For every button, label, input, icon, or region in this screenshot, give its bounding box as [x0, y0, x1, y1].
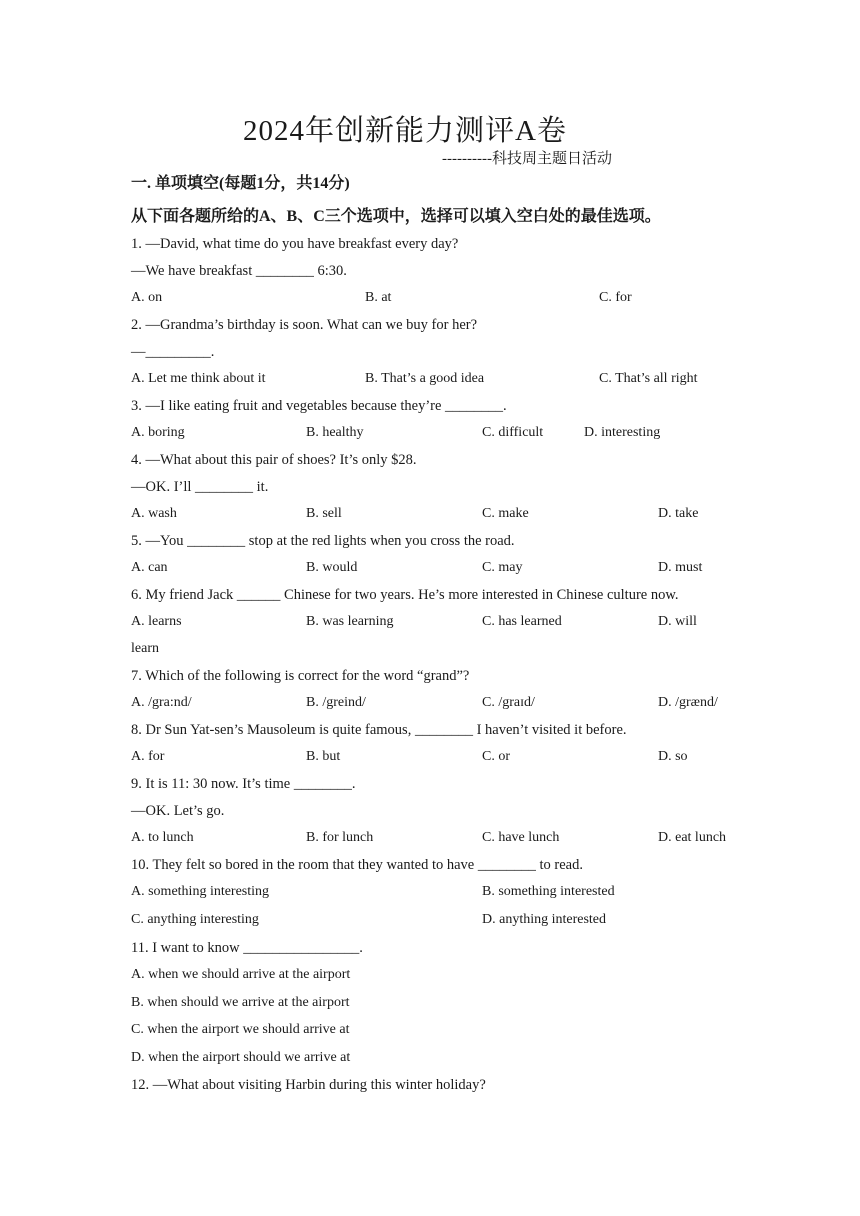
question-6-option-d-wrap: learn [131, 641, 159, 656]
question-5-option-c: C. may [482, 560, 523, 575]
question-6-option-d: D. will [658, 614, 697, 629]
question-4-option-d: D. take [658, 506, 699, 521]
question-8-option-a: A. for [131, 749, 165, 764]
question-11-line-1: 11. I want to know ________________. [131, 940, 363, 956]
question-11-option-b: B. when should we arrive at the airport [131, 995, 350, 1010]
exam-title: 2024年创新能力测评A卷 [243, 115, 567, 147]
question-10-option-c: C. anything interesting [131, 912, 259, 927]
question-7-line-1: 7. Which of the following is correct for the word “grand”? [131, 668, 470, 684]
question-3-option-b: B. healthy [306, 425, 364, 440]
question-1-option-c: C. for [599, 290, 632, 305]
question-3-option-a: A. boring [131, 425, 185, 440]
question-6-line-1: 6. My friend Jack ______ Chinese for two years. He’s more interested in Chinese culture now. [131, 587, 679, 603]
question-9-option-a: A. to lunch [131, 830, 194, 845]
question-4-line-2: —OK. I’ll ________ it. [131, 479, 269, 495]
question-6-option-a: A. learns [131, 614, 182, 629]
question-6-option-c: C. has learned [482, 614, 562, 629]
section-instruction: 从下面各题所给的A、B、C三个选项中，选择可以填入空白处的最佳选项。 [131, 208, 661, 225]
question-1-option-a: A. on [131, 290, 163, 305]
question-2-option-b: B. That’s a good idea [365, 371, 485, 386]
question-9-option-d: D. eat lunch [658, 830, 727, 845]
question-7-option-b: B. /greind/ [306, 695, 366, 710]
question-10-line-1: 10. They felt so bored in the room that they wanted to have ________ to read. [131, 857, 583, 873]
question-9-line-2: —OK. Let’s go. [131, 803, 225, 819]
question-8-option-b: B. but [306, 749, 341, 764]
question-2-option-c: C. That’s all right [599, 371, 698, 386]
question-11-option-d: D. when the airport should we arrive at [131, 1050, 351, 1065]
question-5-option-b: B. would [306, 560, 358, 575]
question-3-option-c: C. difficult [482, 425, 544, 440]
question-7-option-d: D. /grænd/ [658, 695, 718, 710]
question-8-option-d: D. so [658, 749, 688, 764]
question-1-option-b: B. at [365, 290, 392, 305]
question-6-option-b: B. was learning [306, 614, 394, 629]
exam-subtitle: ----------科技周主题日活动 [442, 151, 612, 167]
question-9-line-1: 9. It is 11: 30 now. It’s time ________. [131, 776, 356, 792]
question-2-line-2: —_________. [131, 344, 215, 360]
question-7-option-a: A. /gra:nd/ [131, 695, 192, 710]
question-8-line-1: 8. Dr Sun Yat-sen’s Mausoleum is quite famous, ________ I haven’t visited it before. [131, 722, 627, 738]
question-12-line-1: 12. —What about visiting Harbin during this winter holiday? [131, 1077, 486, 1093]
question-1-line-1: 1. —David, what time do you have breakfast every day? [131, 236, 459, 252]
question-4-option-b: B. sell [306, 506, 342, 521]
question-3-line-1: 3. —I like eating fruit and vegetables because they’re ________. [131, 398, 507, 414]
question-10-option-d: D. anything interested [482, 912, 607, 927]
question-2-option-a: A. Let me think about it [131, 371, 266, 386]
question-9-option-c: C. have lunch [482, 830, 560, 845]
question-11-option-c: C. when the airport we should arrive at [131, 1022, 350, 1037]
question-5-line-1: 5. —You ________ stop at the red lights when you cross the road. [131, 533, 515, 549]
question-9-option-b: B. for lunch [306, 830, 374, 845]
question-1-line-2: —We have breakfast ________ 6:30. [131, 263, 347, 279]
question-4-option-c: C. make [482, 506, 529, 521]
section-heading: 一. 单项填空(每题1分，共14分) [131, 175, 350, 192]
question-4-option-a: A. wash [131, 506, 177, 521]
question-11-option-a: A. when we should arrive at the airport [131, 967, 351, 982]
question-7-option-c: C. /graɪd/ [482, 695, 535, 710]
question-2-line-1: 2. —Grandma’s birthday is soon. What can we buy for her? [131, 317, 478, 333]
question-3-option-d: D. interesting [584, 425, 661, 440]
question-5-option-d: D. must [658, 560, 703, 575]
question-8-option-c: C. or [482, 749, 510, 764]
question-10-option-b: B. something interested [482, 884, 615, 899]
question-5-option-a: A. can [131, 560, 168, 575]
question-10-option-a: A. something interesting [131, 884, 270, 899]
question-4-line-1: 4. —What about this pair of shoes? It’s only $28. [131, 452, 417, 468]
